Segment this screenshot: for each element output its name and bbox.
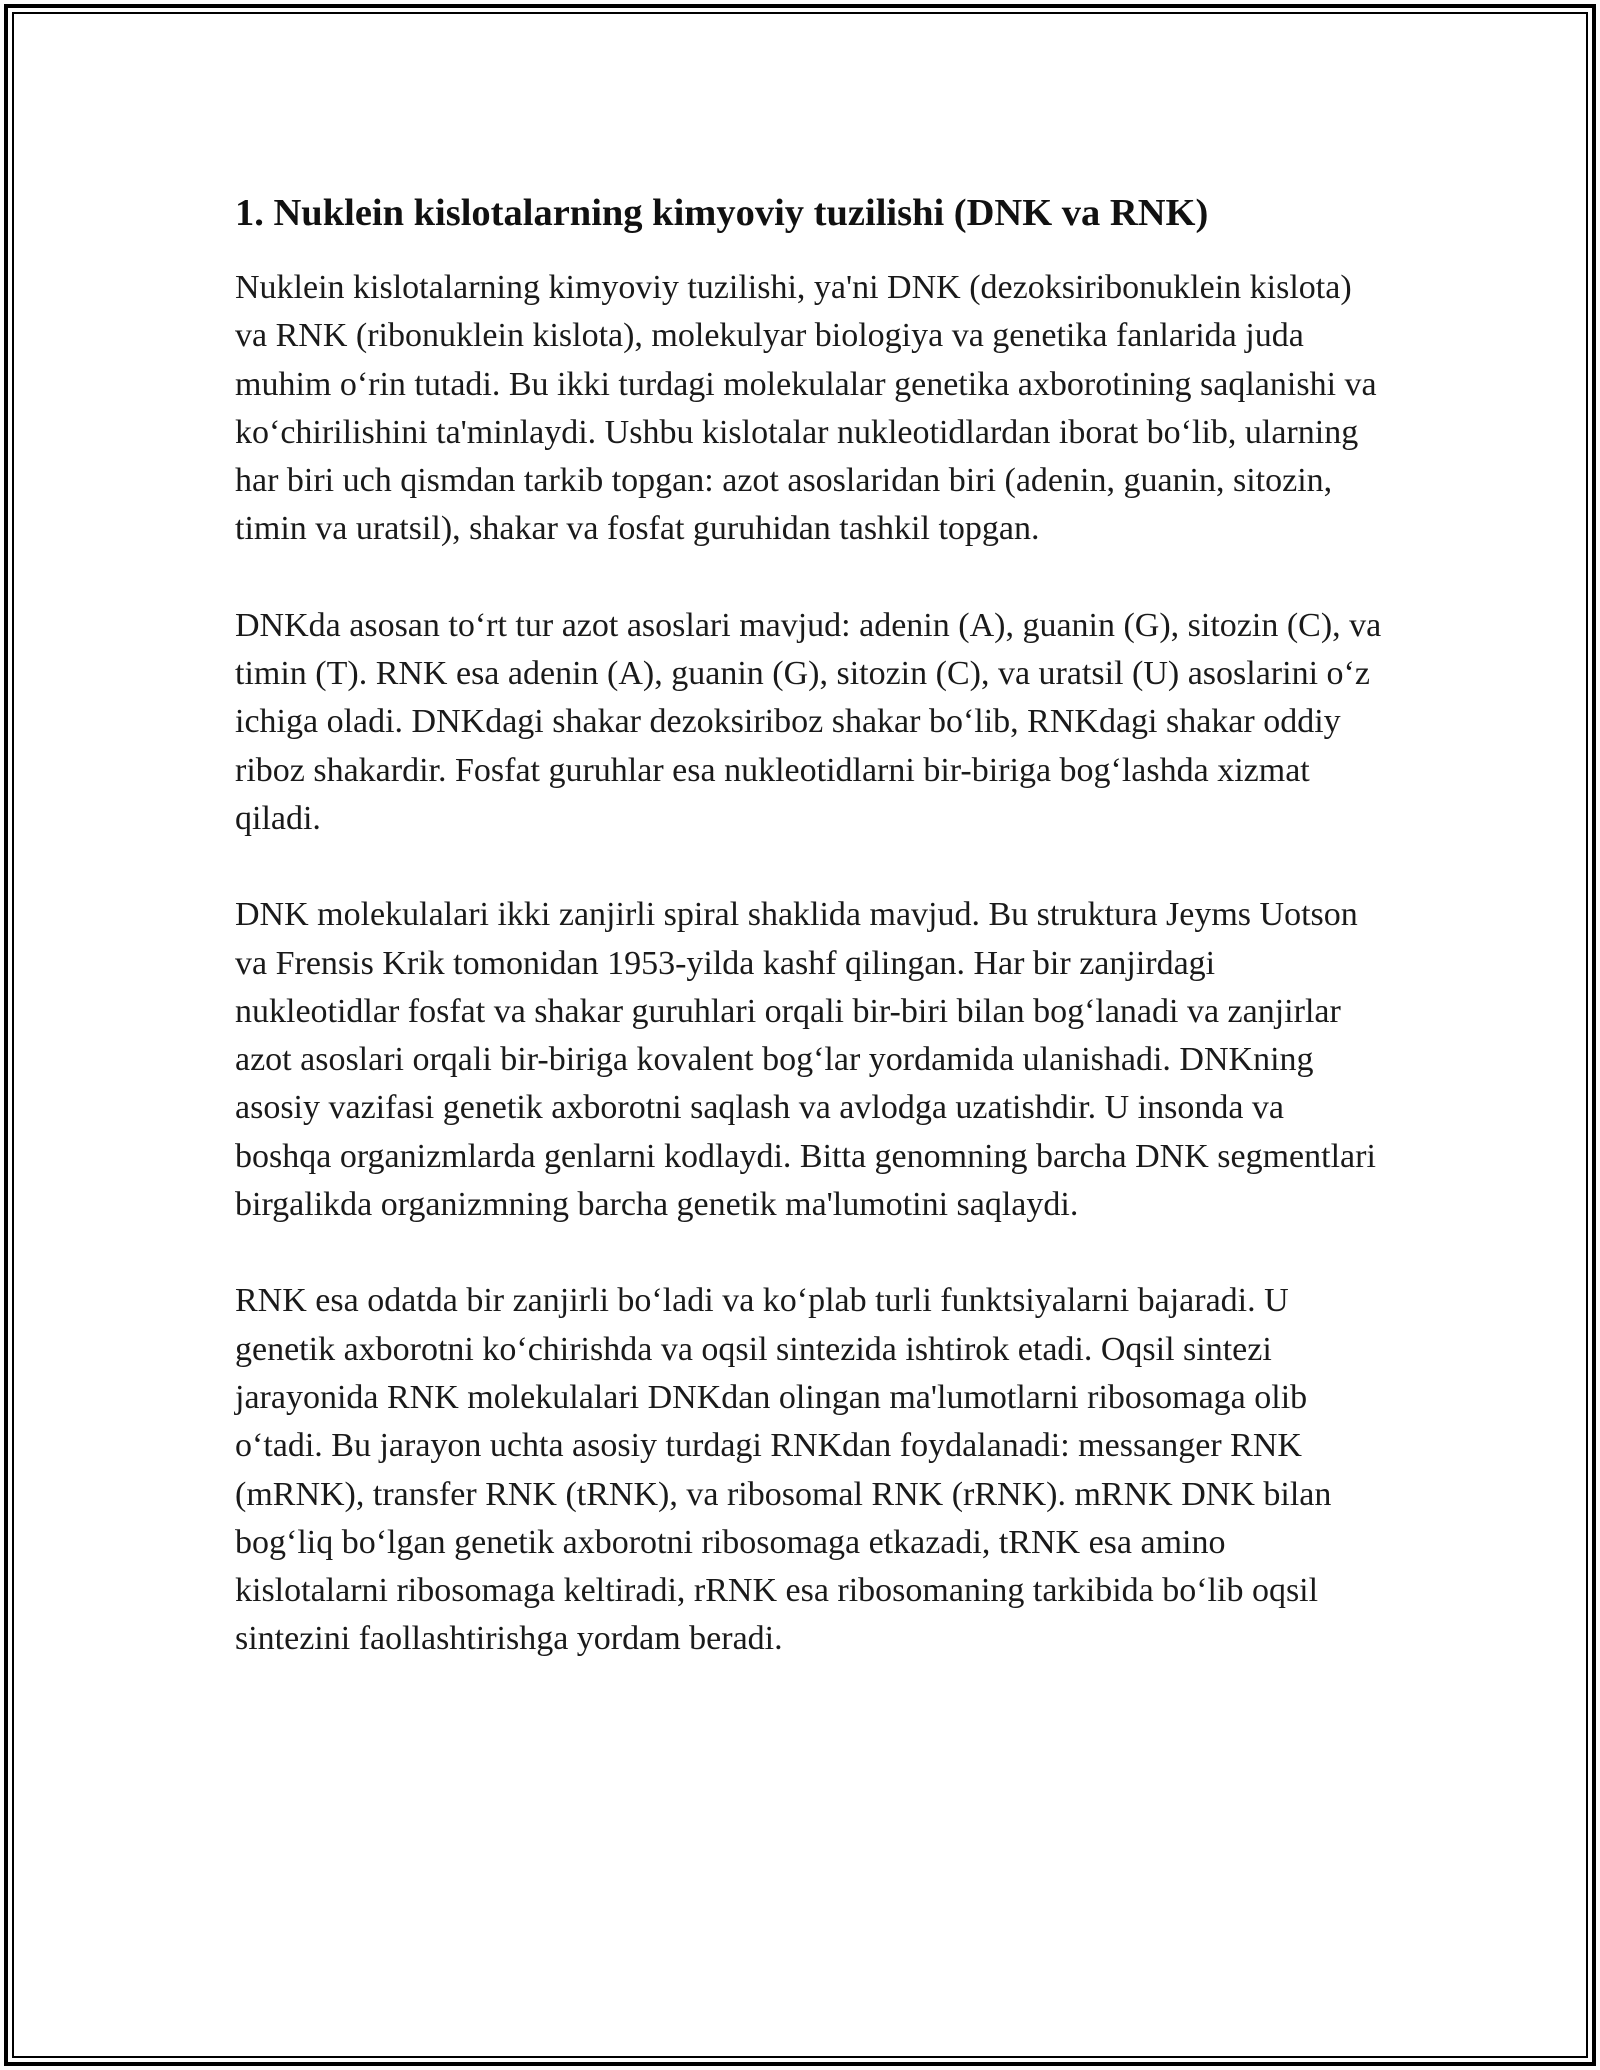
paragraph-rna-function: RNK esa odatda bir zanjirli bo‘ladi va ko‘plab turli funktsiyalarni bajaradi. U genetik axborotni ko‘chirishda va oqsil sintezida ishtirok etadi. Oqsil sintezi jarayonida RNK molekulalari DNKdan olingan ma'lumotlarni ribosomaga olib o‘tadi. Bu jarayon uchta asosiy turdagi RNKdan foydalanadi: messanger RNK (mRNK), transfer RNK (tRNK), va ribosomal RNK (rRNK). mRNK DNK bilan bog‘liq bo‘lgan genetik axborotni ribosomaga etkazadi, tRNK esa amino kislotalarni ribosomaga keltiradi, rRNK esa ribosomaning tarkibida bo‘lib oqsil sintezini faollashtirishga yordam beradi. <box>235 1282 1332 1658</box>
section-heading: 1. Nuklein kislotalarning kimyoviy tuzilishi (DNK va RNK) <box>235 192 1209 234</box>
paragraph-nitrogen-bases: DNKda asosan to‘rt tur azot asoslari mavjud: adenin (A), guanin (G), sitozin (C), va timin (T). RNK esa adenin (A), guanin (G), sitozin (C), va uratsil (U) asoslarini o‘z ichiga oladi. DNKdagi shakar dezoksiriboz shakar bo‘lib, RNKdagi shakar oddiy riboz shakardir. Fosfat guruhlar esa nukleotidlarni bir-biriga bog‘lashda xizmat qiladi. <box>235 606 1382 837</box>
paragraph-dna-structure: DNK molekulalari ikki zanjirli spiral shaklida mavjud. Bu struktura Jeyms Uotson va Frensis Krik tomonidan 1953-yilda kashf qilingan. Har bir zanjirdagi nukleotidlar fosfat va shakar guruhlari orqali bir-biri bilan bog‘lanadi va zanjirlar azot asoslari orqali bir-biriga kovalent bog‘lar yordamida ulanishadi. DNKning asosiy vazifasi genetik axborotni saqlash va avlodga uzatishdir. U insonda va boshqa organizmlarda genlarni kodlaydi. Bitta genomning barcha DNK segmentlari birgalikda organizmning barcha genetik ma'lumotini saqlaydi. <box>235 896 1376 1224</box>
document-body <box>235 186 1385 1712</box>
paragraph-intro: Nuklein kislotalarning kimyoviy tuzilishi, ya'ni DNK (dezoksiribonuklein kislota) va RNK (ribonuklein kislota), molekulyar biologiya va genetika fanlarida juda muhim o‘rin tutadi. Bu ikki turdagi molekulalar genetika axborotining saqlanishi va ko‘chirilishini ta'minlaydi. Ushbu kislotalar nukleotidlardan iborat bo‘lib, ularning har biri uch qismdan tarkib topgan: azot asoslaridan biri (adenin, guanin, sitozin, timin va uratsil), shakar va fosfat guruhidan tashkil topgan. <box>235 269 1377 548</box>
